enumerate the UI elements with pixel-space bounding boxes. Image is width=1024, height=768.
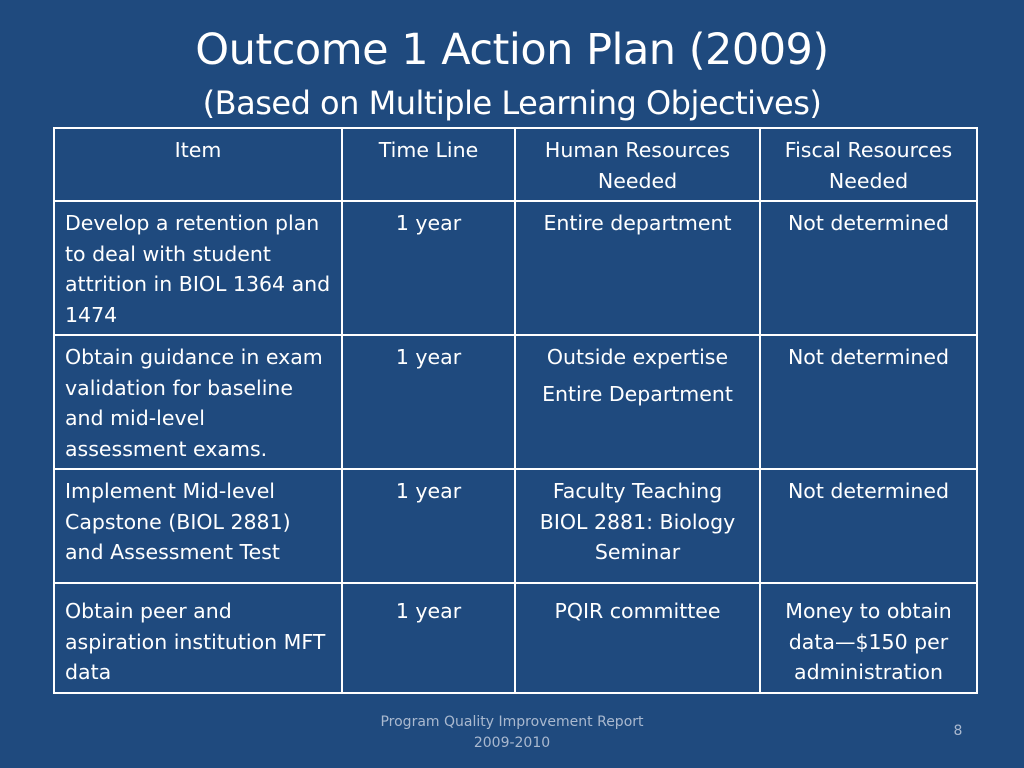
row-item: Implement Mid-level Capstone (BIOL 2881) and Assessment Test bbox=[54, 469, 342, 583]
header-item: Item bbox=[54, 128, 342, 201]
row-timeline: 1 year bbox=[342, 469, 515, 583]
table-header-row bbox=[54, 128, 977, 201]
row-human-resources bbox=[515, 201, 760, 335]
row-item: Develop a retention plan to deal with student attrition in BIOL 1364 and 1474 bbox=[54, 201, 342, 335]
header-human-resources: Human Resources Needed bbox=[515, 128, 760, 201]
row-human-resources bbox=[515, 335, 760, 469]
header-timeline: Time Line bbox=[342, 128, 515, 201]
human-resource-line: PQIR committee bbox=[554, 599, 721, 623]
row-human-resources bbox=[515, 583, 760, 693]
action-plan-table bbox=[53, 127, 978, 694]
slide-subtitle: (Based on Multiple Learning Objectives) bbox=[202, 84, 822, 122]
slide-title: Outcome 1 Action Plan (2009) bbox=[195, 25, 829, 75]
row-fiscal-resources: Money to obtain data—$150 per administration bbox=[760, 583, 977, 693]
row-item: Obtain guidance in exam validation for baseline and mid-level assessment exams. bbox=[54, 335, 342, 469]
row-item: Obtain peer and aspiration institution MFT data bbox=[54, 583, 342, 693]
row-fiscal-resources: Not determined bbox=[760, 469, 977, 583]
row-timeline: 1 year bbox=[342, 335, 515, 469]
row-fiscal-resources: Not determined bbox=[760, 201, 977, 335]
table-row bbox=[54, 469, 977, 583]
footer-report-years: 2009-2010 bbox=[473, 735, 551, 751]
header-fiscal-resources: Fiscal Resources Needed bbox=[760, 128, 977, 201]
row-timeline: 1 year bbox=[342, 583, 515, 693]
human-resource-line: Faculty Teaching BIOL 2881: Biology Seminar bbox=[539, 479, 736, 564]
row-timeline: 1 year bbox=[342, 201, 515, 335]
footer-report-name: Program Quality Improvement Report bbox=[380, 714, 644, 730]
table-row bbox=[54, 583, 977, 693]
table-row bbox=[54, 201, 977, 335]
page-number: 8 bbox=[953, 723, 963, 739]
footer-text bbox=[362, 712, 662, 754]
table-row bbox=[54, 335, 977, 469]
human-resource-line: Entire department bbox=[543, 211, 732, 235]
human-resource-line: Outside expertise bbox=[546, 345, 729, 369]
row-human-resources bbox=[515, 469, 760, 583]
human-resource-line-2: Entire Department bbox=[542, 381, 733, 406]
row-fiscal-resources: Not determined bbox=[760, 335, 977, 469]
